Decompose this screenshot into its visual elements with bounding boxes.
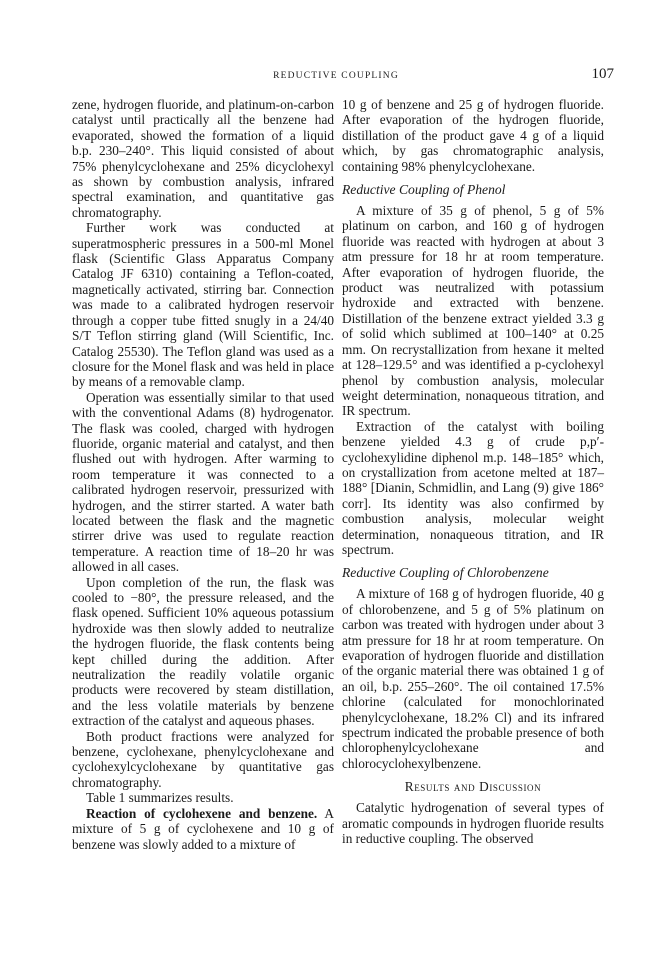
left-column (72, 97, 334, 852)
paragraph (72, 806, 334, 852)
running-head: REDUCTIVE COUPLING (273, 71, 399, 81)
paragraph: Catalytic hydrogenation of several types of aromatic compounds in hydrogen fluoride results in reductive coupling. The observed (342, 800, 604, 847)
paragraph: Further work was conducted at superatmospheric pressures in a 500-ml Monel flask (Scientific Glass Apparatus Company Catalog JF 6310) containing a Teflon-coated, magnetically activated, stirring bar. Connection was made to a calibrated hydrogen reservoir through a copper tube fitted snugly in a 24/40 S/T Teflon stirring gland (Will Scientific, Inc. Catalog 25530). The Teflon gland was used as a closure for the Monel flask and was held in place by means of a removable clamp. (72, 220, 334, 390)
paragraph: Table 1 summarizes results. (86, 790, 234, 806)
paragraph-text: A mixture of 5 g of cyclohexene and 10 g of benzene was slowly added to a mixture of (72, 805, 334, 852)
paragraph: 10 g of benzene and 25 g of hydrogen fluoride. After evaporation of the hydrogen fluoride, distillation of the product gave 4 g of a liquid which, by gas chromatographic analysis, containing 98% phenylcyclohexane. (342, 97, 604, 174)
paragraph: Both product fractions were analyzed for benzene, cyclohexane, phenylcyclohexane and cyclohexylcyclohexane by quantitative gas chromatography. (72, 728, 334, 790)
paragraph: A mixture of 35 g of phenol, 5 g of 5% platinum on carbon, and 160 g of hydrogen fluoride was reacted with hydrogen at about 3 atm pressure for 18 hr at room temperature. After evaporation of hydrogen fluoride, the product was neutralized with potassium hydroxide and extracted with benzene. Distillation of the benzene extract yielded 3.3 g of solid which sublimed at 100–140° at 0.25 mm. On recrystallization from hexane it melted at 128–129.5° and was identified a p-cyclohexyl phenol by combustion analysis, molecular weight determination, nonaqueous titration, and IR spectrum. (342, 203, 604, 419)
section-heading-phenol: Reductive Coupling of Phenol (342, 182, 506, 198)
right-column (342, 97, 604, 846)
paragraph: Extraction of the catalyst with boiling benzene yielded 4.3 g of crude p,p′-cyclohexylidine diphenol m.p. 148–185° which, on crystallization from acetone melted at 187–188° [Dianin, Schmidlin, and Lang (9) give 186° corr]. Its identity was also confirmed by combustion analysis, molecular weight determination, nonaqueous titration, and IR spectrum. (342, 418, 604, 557)
paragraph: zene, hydrogen fluoride, and platinum-on-carbon catalyst until practically all the benzene had evaporated, showed the formation of a liquid b.p. 230–240°. This liquid consisted of about 75% phenylcyclohexane and 25% dicyclohexyl as shown by combustion analysis, infrared spectral examination, and quantitative gas chromatography. (72, 97, 334, 220)
run-in-heading: Reaction of cyclohexene and benzene. (86, 805, 318, 821)
page-number: 107 (591, 66, 614, 82)
section-heading-results: Results and Discussion (404, 779, 542, 795)
paragraph: A mixture of 168 g of hydrogen fluoride, 40 g of chlorobenzene, and 5 g of 5% platinum on carbon was treated with hydrogen under about 3 atm pressure for 18 hr at room temperature. On evaporation of hydrogen fluoride and distillation of the organic material there was obtained 1 g of an oil, b.p. 255–260°. The oil contained 17.5% chlorine (calculated for monochlorinated phenylcyclohexane, 18.2% Cl) and its infrared spectrum indicated the probable presence of both chlorophenylcyclohexane and chlorocyclohexylbenzene. (342, 586, 604, 771)
paragraph: Upon completion of the run, the flask was cooled to −80°, the pressure released, and the flask opened. Sufficient 10% aqueous potassium hydroxide was then slowly added to neutralize the hydrogen fluoride, the flask contents being kept chilled during the addition. After neutralization the readily volatile organic products were recovered by steam distillation, and the less volatile materials by benzene extraction of the catalyst and aqueous phases. (72, 574, 334, 729)
paragraph: Operation was essentially similar to that used with the conventional Adams (8) hydrogenator. The flask was cooled, charged with hydrogen fluoride, organic material and catalyst, and then flushed out with hydrogen. After warming to room temperature it was connected to a calibrated hydrogen reservoir, pressurized with hydrogen, and the stirrer started. A water bath located between the flask and the magnetic stirrer drive was used to regulate reaction temperature. A reaction time of 18–20 hr was allowed in all cases. (72, 389, 334, 575)
section-heading-chlorobenzene: Reductive Coupling of Chlorobenzene (342, 565, 549, 581)
